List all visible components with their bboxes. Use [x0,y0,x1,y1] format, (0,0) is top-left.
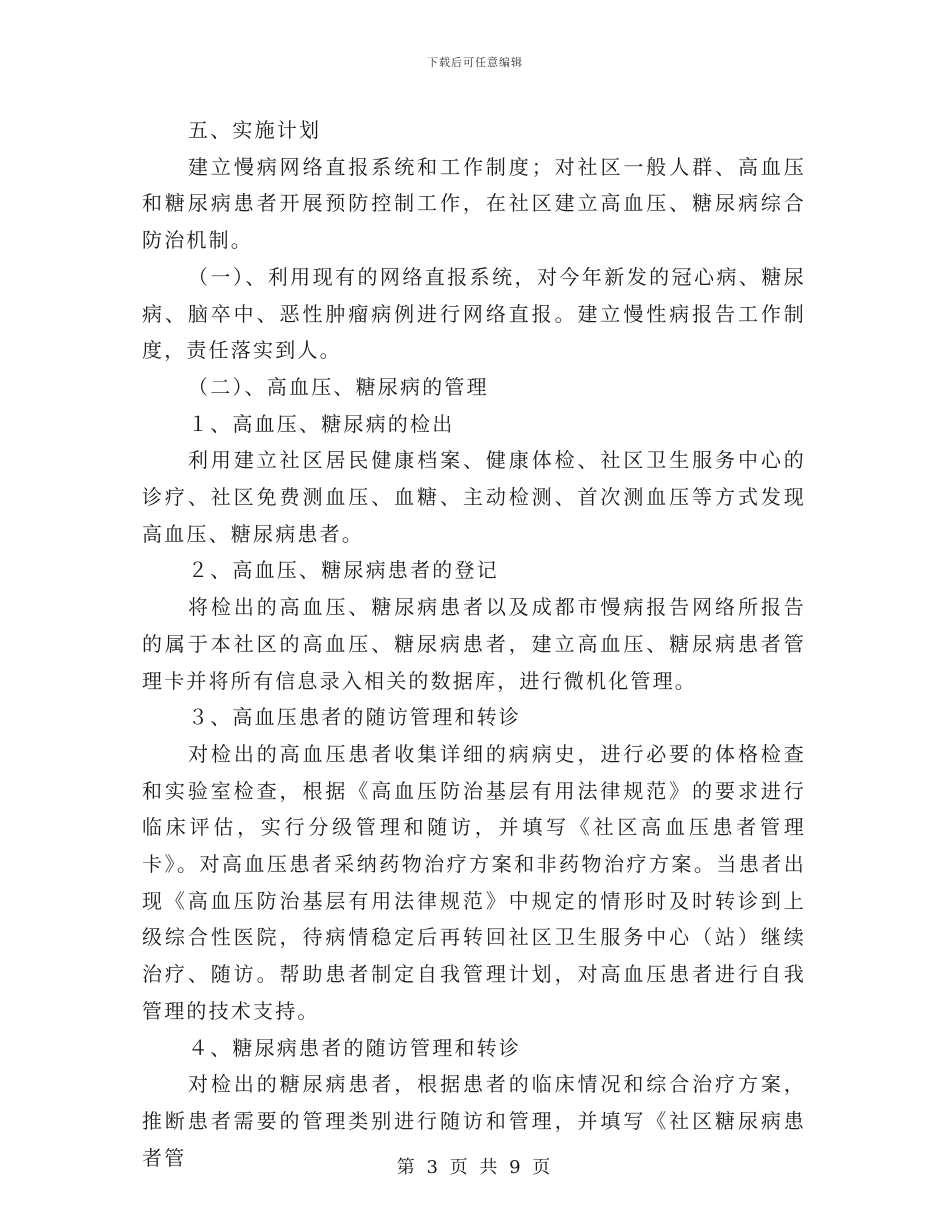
item-heading: １、高血压、糖尿病的检出 [188,411,455,436]
page-number: 第 3 页 共 9 页 [396,1157,554,1178]
paragraph: 将检出的高血压、糖尿病患者以及成都市慢病报告网络所报告的属于本社区的高血压、糖尿病患者，建立高血压、糖尿病患者管理卡并将所有信息录入相关的数据库，进行微机化管理。 [142,595,806,693]
page-header: 下载后可任意编辑 [427,56,523,69]
subsection-heading: （二）、高血压、糖尿病的管理 [188,374,489,399]
item-heading: ３、高血压患者的随访管理和转诊 [188,705,521,730]
paragraph: 建立慢病网络直报系统和工作制度；对社区一般人群、高血压和糖尿病患者开展预防控制工作，在社区建立高血压、糖尿病综合防治机制。 [142,154,806,253]
item-heading: ２、高血压、糖尿病患者的登记 [188,558,499,583]
paragraph: （一）、利用现有的网络直报系统，对今年新发的冠心病、糖尿病、脑卒中、恶性肿瘤病例进行网络直报。建立慢性病报告工作制度，责任落实到人。 [142,264,806,363]
section-heading: 五、实施计划 [188,118,322,142]
paragraph: 对检出的糖尿病患者，根据患者的临床情况和综合治疗方案，推断患者需要的管理类别进行随访和管理，并填写《社区糖尿病患者管 [142,1072,806,1170]
paragraph: 对检出的高血压患者收集详细的病病史，进行必要的体格检查和实验室检查，根据《高血压防治基层有用法律规范》的要求进行临床评估，实行分级管理和随访，并填写《社区高血压患者管理卡》。对高血压患者采纳药物治疗方案和非药物治疗方案。当患者出现《高血压防治基层有用法律规范》中规定的情形时及时转诊到上级综合性医院，待病情稳定后再转回社区卫生服务中心（站）继续治疗、随访。帮助患者制定自我管理计划，对高血压患者进行自我管理的技术支持。 [142,741,806,1023]
document-body [142,112,806,1176]
item-heading: ４、糖尿病患者的随访管理和转诊 [188,1035,521,1060]
paragraph: 利用建立社区居民健康档案、健康体检、社区卫生服务中心的诊疗、社区免费测血压、血糖、主动检测、首次测血压等方式发现高血压、糖尿病患者。 [142,448,806,546]
